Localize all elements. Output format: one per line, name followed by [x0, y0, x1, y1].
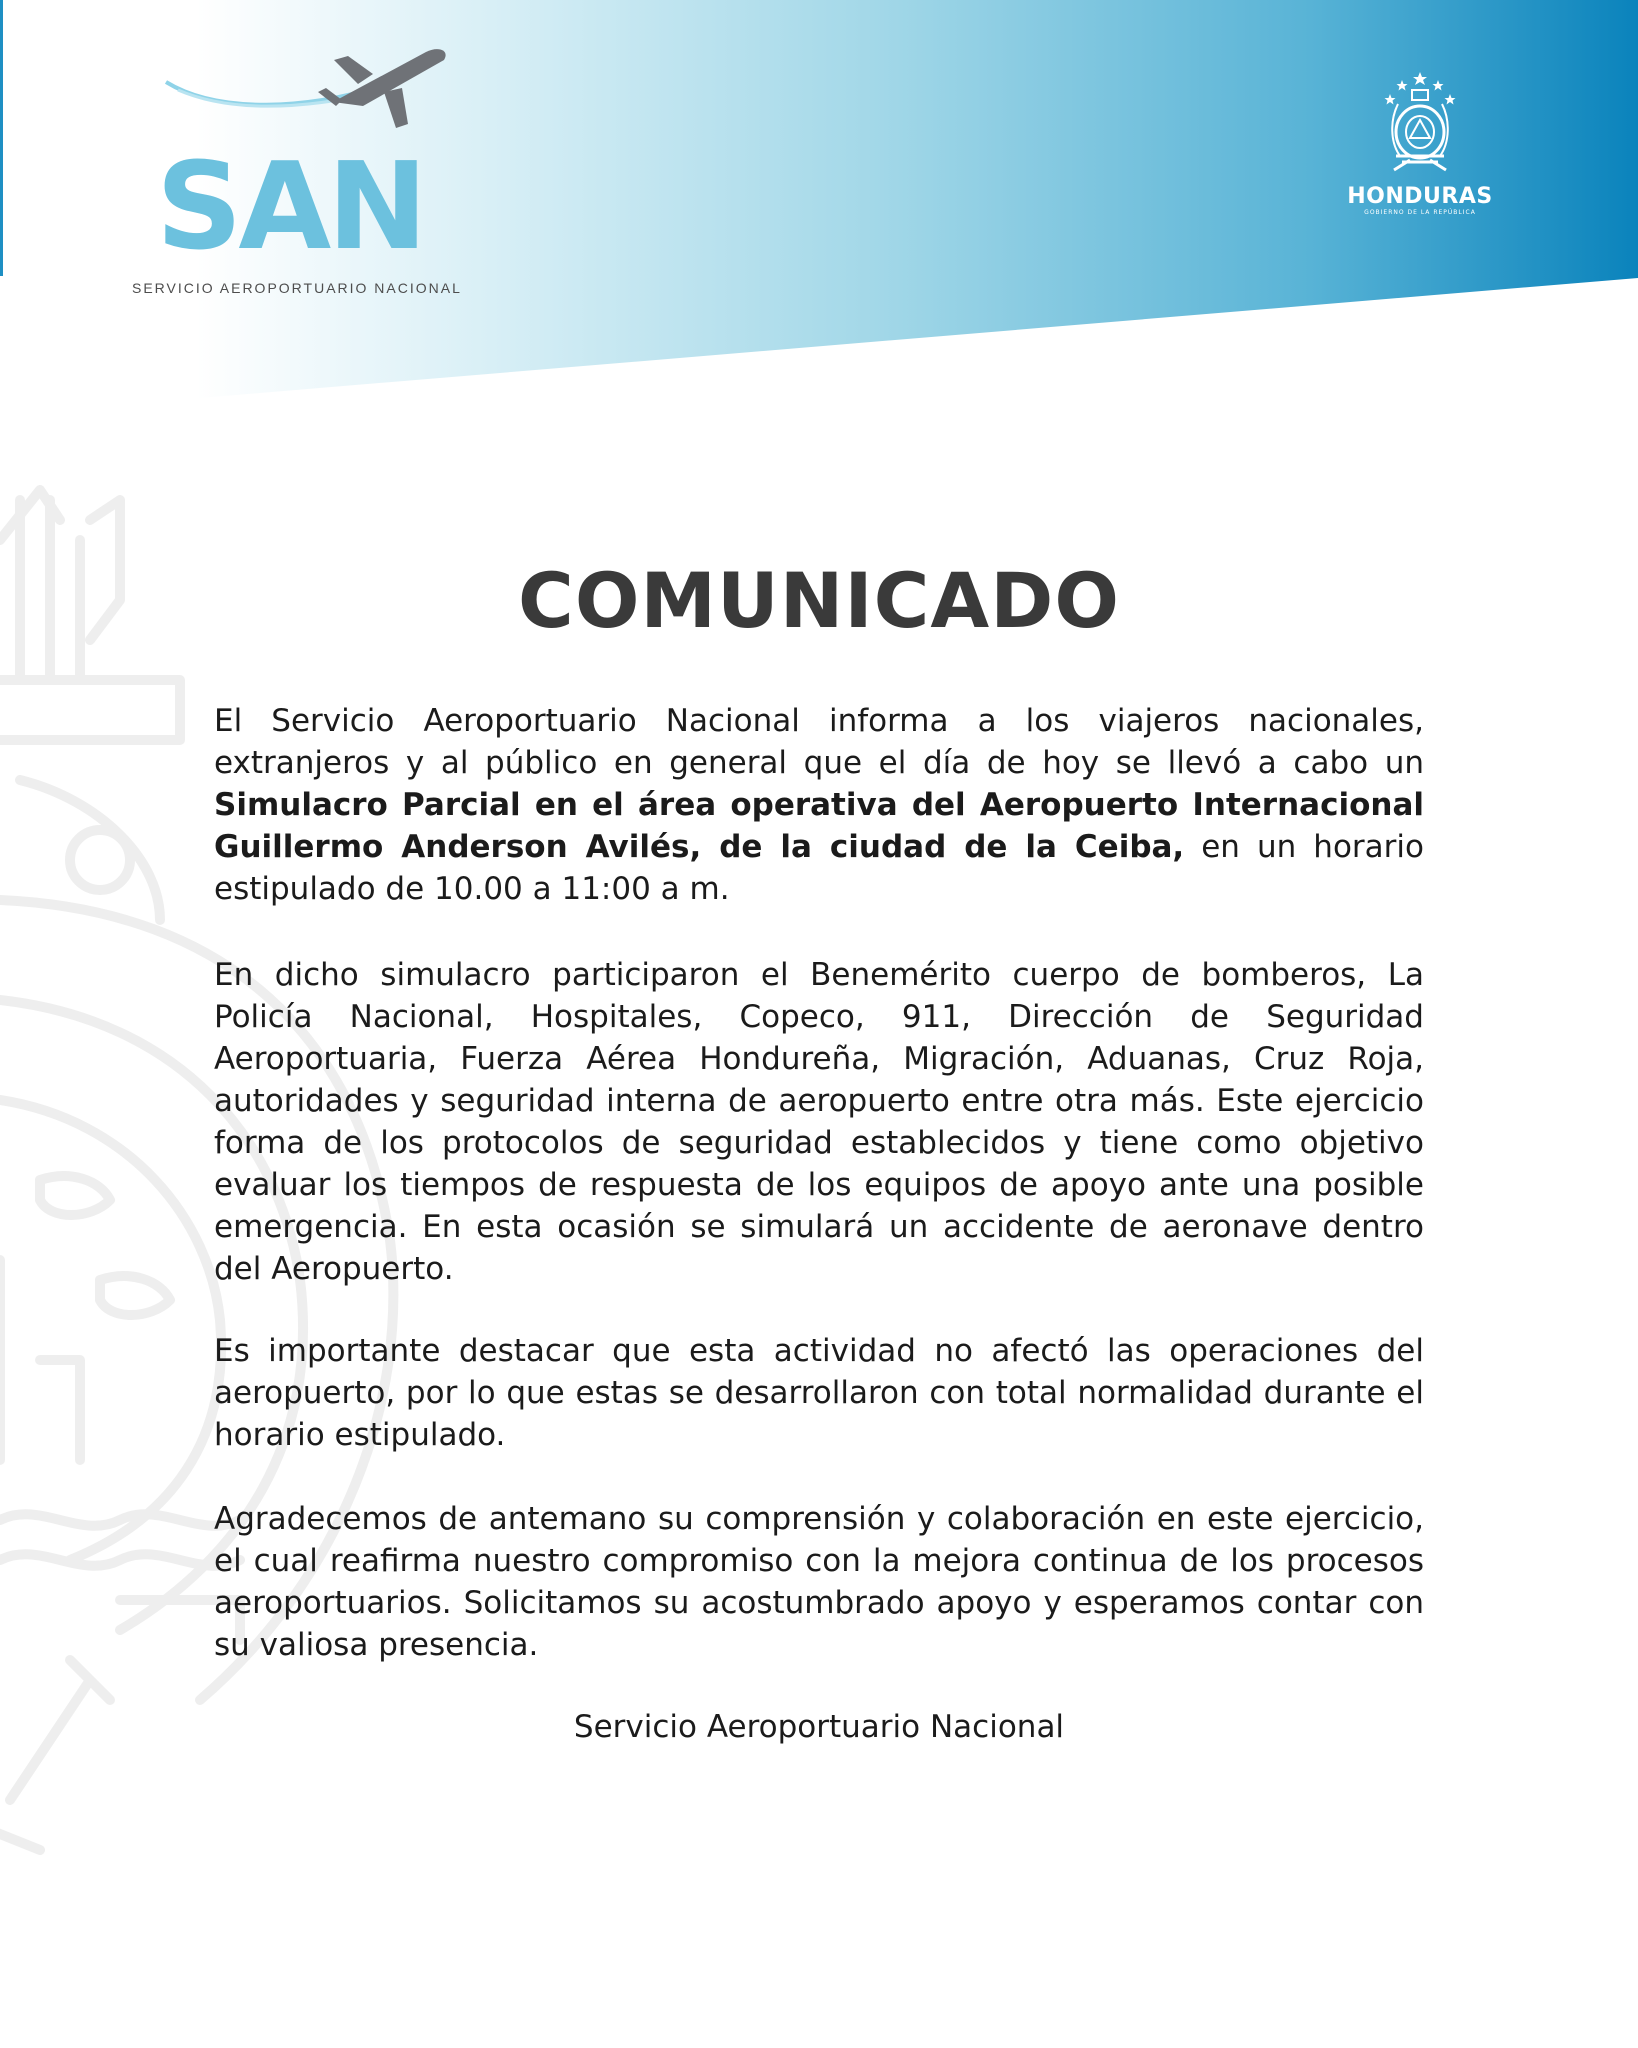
paragraph-outro-text: en un horario estipulado de 10.00 a 11:00 a m.	[214, 829, 1424, 907]
san-logo	[128, 44, 462, 296]
airplane-icon	[158, 44, 458, 134]
paragraph-announcement	[214, 700, 1424, 910]
signature-line: Servicio Aeroportuario Nacional	[573, 1709, 1065, 1745]
paragraph-thanks: Agradecemos de antemano su comprensión y colaboración en este ejercicio, el cual reafirma nuestro compromiso con la mejora continua de los procesos aeroportuarios. Solicitamos su acostumbrado apoyo y esperamos contar con su valiosa presencia.	[214, 1501, 1424, 1663]
san-subtitle: SERVICIO AEROPORTUARIO NACIONAL	[132, 280, 462, 296]
honduras-logo	[1330, 70, 1510, 230]
paragraph-intro-text: El Servicio Aeroportuario Nacional informa a los viajeros nacionales, extranjeros y al público en general que el día de hoy se llevó a cabo un	[214, 703, 1424, 781]
coat-of-arms-icon	[1380, 70, 1460, 182]
honduras-name: HONDURAS	[1347, 184, 1493, 209]
paragraph-bold-event: Simulacro Parcial en el área operativa del Aeropuerto Internacional Guillermo Anderson Avilés, de la ciudad de la Ceiba,	[214, 787, 1424, 865]
honduras-subtitle: GOBIERNO DE LA REPÚBLICA	[1364, 209, 1476, 216]
paragraph-operations: Es importante destacar que esta actividad no afectó las operaciones del aeropuerto, por lo que estas se desarrollaron con total normalidad durante el horario estipulado.	[214, 1333, 1424, 1453]
paragraph-participants: En dicho simulacro participaron el Benemérito cuerpo de bomberos, La Policía Nacional, Hospitales, Copeco, 911, Dirección de Seguridad Aeroportuaria, Fuerza Aérea Hondureña, Migración, Aduanas, Cruz Roja, autoridades y seguridad interna de aeropuerto entre otra más. Este ejercicio forma de los protocolos de seguridad establecidos y tiene como objetivo evaluar los tiempos de respuesta de los equipos de apoyo ante una posible emergencia. En esta ocasión se simulará un accidente de aeronave dentro del Aeropuerto.	[214, 957, 1424, 1287]
header-edge-accent	[0, 0, 3, 276]
page-title: COMUNICADO	[518, 556, 1120, 645]
san-wordmark: SAN	[156, 138, 424, 277]
